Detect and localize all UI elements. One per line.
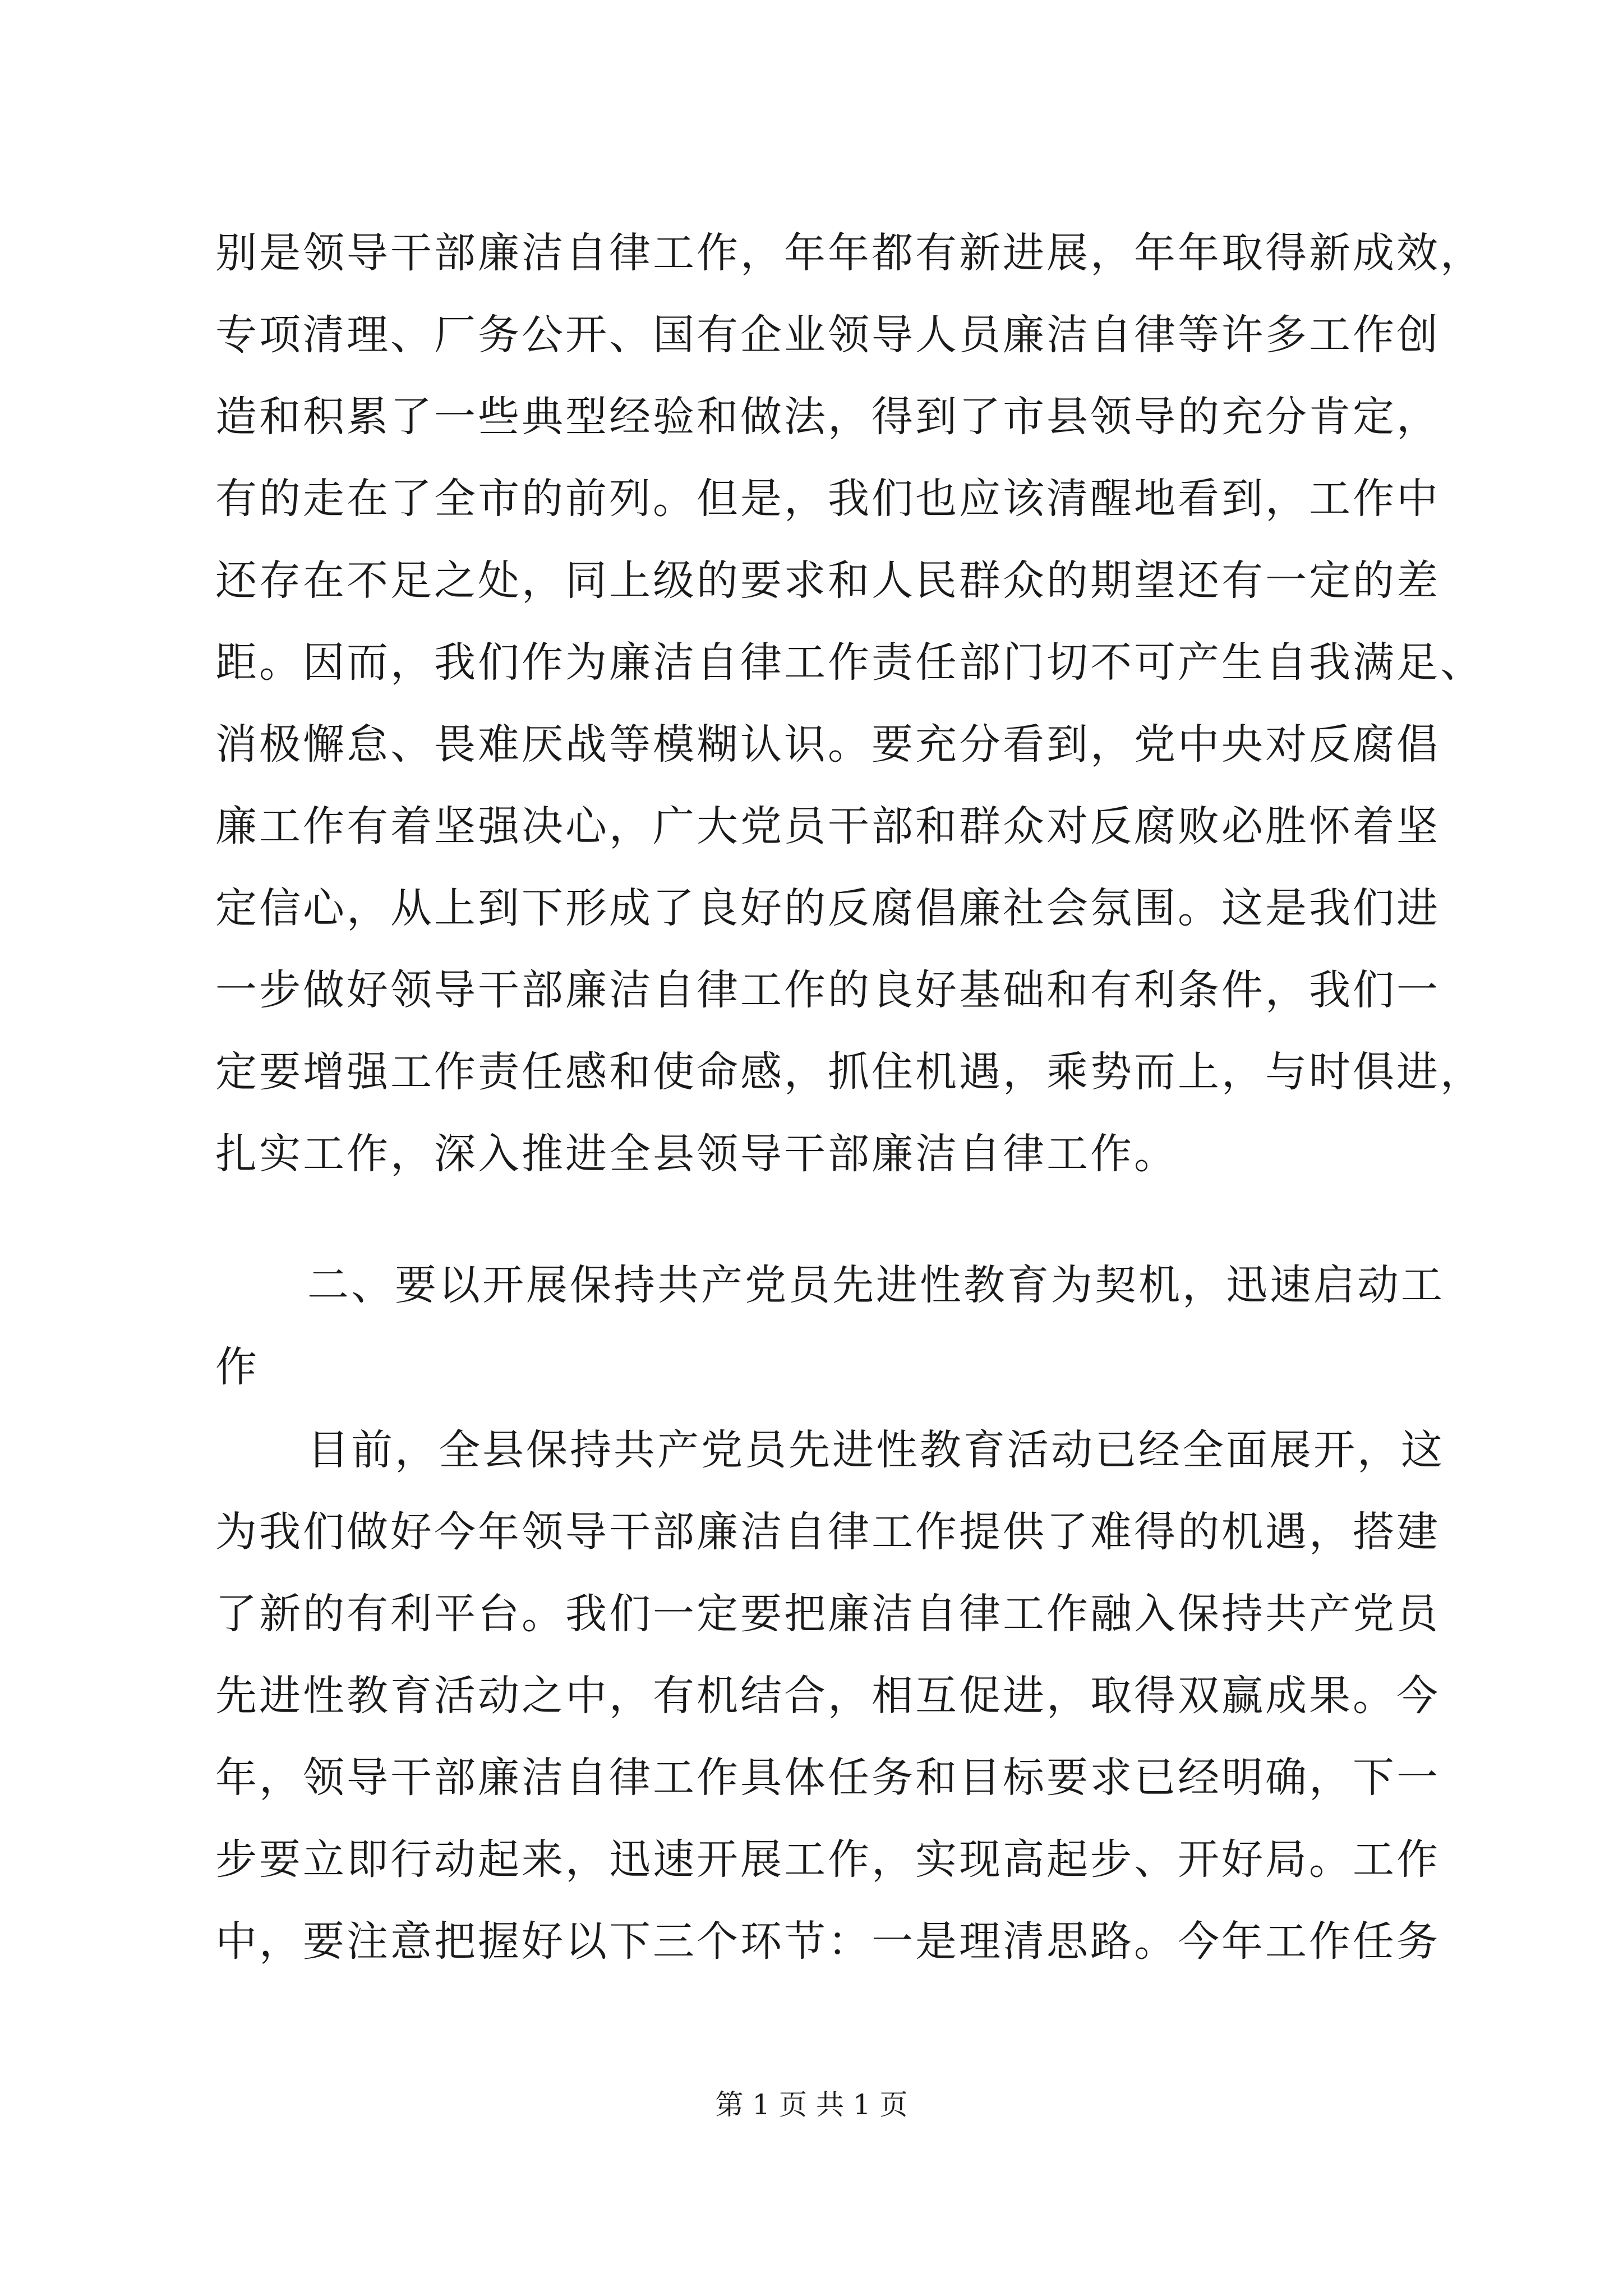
text-line: 扎实工作，深入推进全县领导干部廉洁自律工作。 [215,1130,1178,1178]
text-line: 消极懈怠、畏难厌战等模糊认识。要充分看到，党中央对反腐倡 [215,720,1440,769]
text-line: 目前，全县保持共产党员先进性教育活动已经全面展开，这 [307,1426,1445,1474]
text-line: 还存在不足之处，同上级的要求和人民群众的期望还有一定的差 [215,556,1440,605]
body-paragraph-1 [215,212,1484,1195]
text-line: 别是领导干部廉洁自律工作，年年都有新进展，年年取得新成效， [215,229,1484,277]
heading-line: 作 [215,1343,259,1391]
text-line: 廉工作有着坚强决心，广大党员干部和群众对反腐败必胜怀着坚 [215,802,1440,850]
page-footer [0,2082,1623,2123]
text-line: 为我们做好今年领导干部廉洁自律工作提供了难得的机遇，搭建 [215,1508,1440,1556]
page-number-label: 第 1 页 共 1 页 [715,2088,908,2121]
text-line: 先进性教育活动之中，有机结合，相互促进，取得双赢成果。今 [215,1672,1440,1720]
text-line: 有的走在了全市的前列。但是，我们也应该清醒地看到，工作中 [215,475,1440,523]
text-line: 年，领导干部廉洁自律工作具体任务和目标要求已经明确，下一 [215,1754,1440,1802]
text-line: 定信心，从上到下形成了良好的反腐倡廉社会氛围。这是我们进 [215,884,1440,932]
text-line: 距。因而，我们作为廉洁自律工作责任部门切不可产生自我满足、 [215,638,1484,687]
text-line: 造和积累了一些典型经验和做法，得到了市县领导的充分肯定， [215,393,1440,441]
text-line: 专项清理、厂务公开、国有企业领导人员廉洁自律等许多工作创 [215,311,1440,359]
body-paragraph-2 [215,1409,1445,1982]
text-line: 定要增强工作责任感和使命感，抓住机遇，乘势而上，与时俱进， [215,1048,1484,1096]
text-line: 一步做好领导干部廉洁自律工作的良好基础和有利条件，我们一 [215,966,1440,1014]
text-line: 了新的有利平台。我们一定要把廉洁自律工作融入保持共产党员 [215,1590,1440,1638]
section-heading-2 [215,1244,1445,1408]
text-line: 中，要注意把握好以下三个环节：一是理清思路。今年工作任务 [215,1917,1440,1966]
heading-line: 二、要以开展保持共产党员先进性教育为契机，迅速启动工 [307,1261,1445,1309]
text-line: 步要立即行动起来，迅速开展工作，实现高起步、开好局。工作 [215,1835,1440,1884]
